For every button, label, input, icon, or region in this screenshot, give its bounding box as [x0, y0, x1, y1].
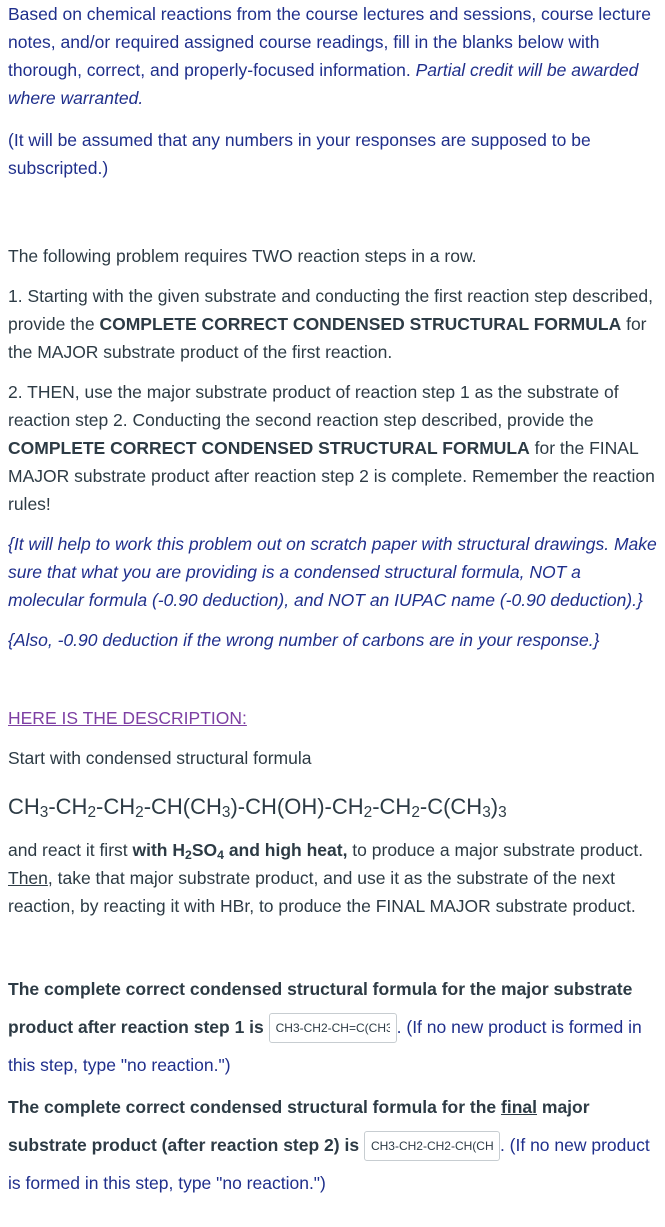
answer2-final-underlined: final	[501, 1097, 538, 1117]
formula-sub: 3	[498, 804, 507, 821]
formula-sub: 2	[411, 804, 420, 821]
description-link-line	[8, 704, 657, 732]
reagent-part: SO	[191, 840, 218, 860]
formula-part: -CH	[372, 794, 412, 819]
reagent-sub: 4	[217, 848, 224, 862]
formula-part: -C(CH	[419, 794, 483, 819]
formula-part: -CH	[96, 794, 136, 819]
formula-part: CH	[8, 794, 40, 819]
step2-bold: COMPLETE CORRECT CONDENSED STRUCTURAL FORMULA	[8, 438, 530, 458]
formula-part: )-CH(OH)-CH	[230, 794, 364, 819]
answer2-hint: . (If no new product is formed in this step, type "no reaction.")	[8, 1135, 650, 1193]
carbon-deduction-note: {Also, -0.90 deduction if the wrong number of carbons are in your response.}	[8, 630, 600, 650]
step1-text-a: 1. Starting with the given substrate and conducting the first reaction step described, provide the	[8, 286, 653, 334]
instructions-text: Based on chemical reactions from the course lectures and sessions, course lecture notes, and/or required assigned course readings, fill in the blanks below with thorough, correct, and properly-focused information.	[8, 4, 651, 80]
scratch-paper-note: {It will help to work this problem out on scratch paper with structural drawings. Make sure that what you are providing is a condensed structural formula, NOT a molecular formula (-0.90 deduction), and NOT an IUPAC name (-0.90 deduction).}	[8, 534, 657, 610]
answer1-line	[8, 970, 657, 1084]
step1-bold: COMPLETE CORRECT CONDENSED STRUCTURAL FORMULA	[99, 314, 622, 334]
step1-text-b: for the MAJOR substrate product of the first reaction.	[8, 314, 647, 362]
react-text-c: , take that major substrate product, and use it as the substrate of the next reaction, by reacting it with HBr, to produce the FINAL MAJOR substrate product.	[8, 868, 636, 916]
formula-sub: 2	[87, 804, 97, 821]
answer2-input[interactable]	[364, 1131, 500, 1161]
formula-sub: 3	[39, 804, 49, 821]
reagent-sub: 2	[185, 848, 192, 862]
react-text-b: to produce a major substrate product.	[347, 840, 644, 860]
reaction-description	[8, 836, 657, 920]
react-text-a: and react it first	[8, 840, 133, 860]
answer2-line	[8, 1088, 657, 1202]
answer1-hint: . (If no new product is formed in this step, type "no reaction.")	[8, 1017, 642, 1075]
partial-credit-note: Partial credit will be awarded where warranted.	[8, 60, 639, 108]
answer1-prompt: The complete correct condensed structural formula for the major substrate product after reaction step 1 is	[8, 979, 633, 1037]
formula-sub: 3	[482, 804, 491, 821]
formula-part: )	[490, 794, 499, 819]
instructions-paragraph	[8, 0, 657, 112]
formula-sub: 2	[135, 804, 144, 821]
reagent-part: and high heat,	[223, 840, 348, 860]
formula-part: -CH(CH	[143, 794, 222, 819]
description-link[interactable]: HERE IS THE DESCRIPTION:	[8, 708, 247, 728]
answer1-input[interactable]	[269, 1013, 397, 1043]
reagent-h2so4	[133, 840, 348, 860]
start-text: Start with condensed structural formula	[8, 748, 312, 768]
step2-instruction	[8, 378, 657, 518]
step2-text-b: for the FINAL MAJOR substrate product after reaction step 2 is complete. Remember the reaction rules!	[8, 438, 655, 514]
formula-sub: 2	[363, 804, 373, 821]
answer2-prompt-b: major substrate product (after reaction step 2) is	[8, 1097, 590, 1155]
step2-text-a: 2. THEN, use the major substrate product of reaction step 1 as the substrate of reaction step 2. Conducting the second reaction step described, provide the	[8, 382, 619, 430]
two-steps-note: The following problem requires TWO reaction steps in a row.	[8, 246, 477, 266]
substrate-formula	[8, 790, 657, 824]
formula-part: -CH	[48, 794, 88, 819]
then-underlined: Then	[8, 868, 48, 888]
answer2-prompt-a: The complete correct condensed structural formula for the	[8, 1097, 502, 1117]
formula-sub: 3	[221, 804, 231, 821]
subscript-note: (It will be assumed that any numbers in your responses are supposed to be subscripted.)	[8, 130, 591, 178]
reagent-part: with H	[132, 840, 185, 860]
step1-instruction	[8, 282, 657, 366]
